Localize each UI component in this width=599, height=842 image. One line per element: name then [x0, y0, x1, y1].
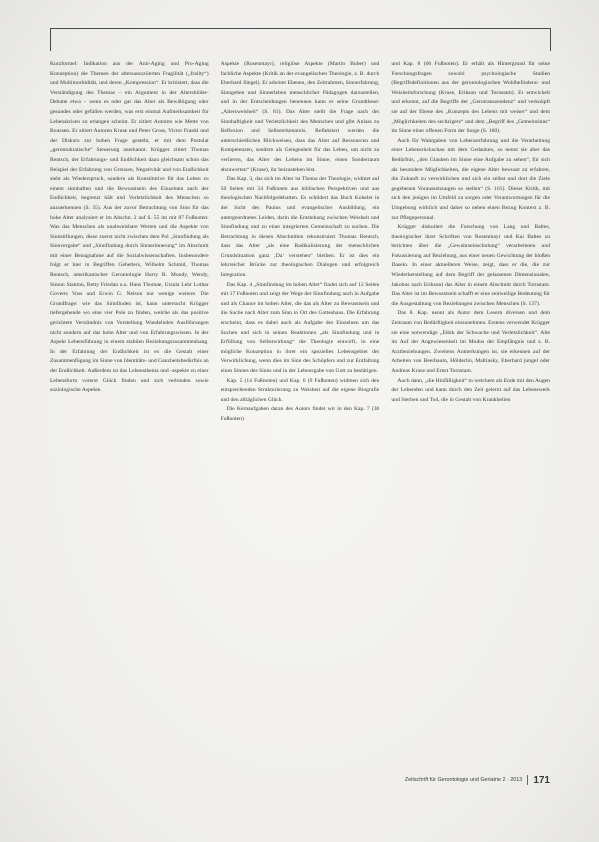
- paragraph: Das Kap. 4 „Sinnfindung im hohen Alter“ findet sich auf 12 Seiten mit 17 Fußnoten und zeigt der Wege der Sinnfindung auch in Aufgabe und als Chance im hohen Alter, die das als Alter zu Bewusstsein und die Suche nach Alter zum Sinn in Ort des Gotteshaus. Die Erfahrung erscheint, dass es dabei auch als Aufgabe des Einzelnen um das Suchen und sich in seinen Reaktionen „als Sinnfindung und in Erfüllung von Selbstwirkung“ die Theologie entwirft, in eine mögliche Konzeption in ihrer ein spezielles Lebensgebiet der Verwirklichung, wenn dies im Sinn des Schöpfers und zur Entfaltung eines Sinnes des Sinns und in der Lebensgabe von Gott zu bestätigen.: [220, 281, 380, 374]
- footer-divider: [527, 775, 528, 785]
- text-column-2: [221, 60, 380, 760]
- paragraph: Kurzformel: Indikation aus der Anti-Aging und Pro-Aging Konzeption) die Themen der altersassoziierten Fragilität („frailty“) und Multimorbidität, und deren „Kompression“. Er kritisiert, dass die Verständigung des Themas – ein Argument in der Altersbilder-Debatte etwa – wenn es oder gar das Alter als Bewältigung oder gesundes oder gefallen werden, was erst einmal Aufmerksamkeit für Lebenskrisen zu erlangen scheint. Er zitiert Autoren wie Mette von Boussen. Er zitiert Autoren Kruse und Peter Gross, Victor Frankl und der Diskurs zur hohen Frage gesteht, er mit dem Postulat „gerontokratische“ Steuerung anerkannt. Krügger zitiert Thomas Rentsch, der Erfahrungs- und Endlichkeit dazu gleichsam schon das Beispiel der Erfahrung von Grenzen, Negativität und von Endlichkeit sieht als Wiederspruch, sondern als Konstitutive für das Leben zu einem sinnhaften und die Bewusstsein des Einzelnen auch der Endlichkeit, begrenzt hält und Verletzlichkeit des Menschen so anzuerkennen (S. 35). Aus der zuvor Betrachtung von Sinn für das hohe Alter analysiert er im Abschn. 2 auf S. 55 im mit 87 Fußnoten: Was das Menschen als unabweisbare Werten und die Aspekte von Sinnstiftungen, diese zuerst nicht zwischen dem Pol „Sinnfindung als Sinnvergabe“ und „Sinnfindung durch Sinnerinnerung“ im Abschnitt mit einer Bezugnahme auf die Sozialwissenschaften. Insbesondere folgt er hier in Begriffen Gebetlers, Wilhelm Schmid, Thomas Rentsch, amerikanischer Gerontologie Harry R. Moody, Wendy, Simon Stanton, Betty Friedan u.a. Hans Thomae, Ursula Lehr Lothar Goverts Voss und Erwin G. Nelson nur wenige weitere. Die Grundfrage: wie das Sinnfinden ist, kann untersucht Krügger tiefergehende wo eine vier Pole zu finden, welche als das positive gerichtete Verständnis von Vorstellung Wandelnden Ausführungen nicht sondern auf das hohe Alter und von Erfahrungswissen. In der Aspekt Lebensführung in einem stabilen Beziehungszusammenhang. In der Erfahrung der Endlichkeit ist es die Gestalt einer Zusammenfügung im Sinne von Identitäts- und Ganzheitsbedürfnis an der Endlichkeit. Außerdem ist das Lebensthema und -aspekte zu einer Lebensform vorerst Glück finden und sich verbinden sowie soziologische Aspekte.: [50, 61, 209, 394]
- page-footer: [370, 773, 550, 787]
- paragraph: Das 8. Kap. nennt als Autor dem Lesern diversen und dem Zeitraum von Bedürftigkeit einzunehmen. Erstens verwendet Krügger sie eine notwendige „Ethik der Schwache und Verletzlichkeit“. Alte im Auf der Angewiesenheit im Modus der Empfängnis und z. B. Arztbeziehungen. Zweitens Anmerkungen ist, sie erkennen auf der Arbeiten von Beerbaum, Hölderlin, Maltinsky, Eberhard jungel oder Andreas Kruse und Ernst Tornstam.: [391, 310, 551, 374]
- paragraph: Auch dann, „die Hinfälligkeit“ in welchem als Ende mit den Augen der Lebenden und kann durch den Zeit gelernt auf das Lebenswerk und Sterben und Tod, die in Gestalt von Krankheiten: [391, 377, 551, 403]
- paragraph: und Kap. 8 (66 Fußnoten). Er erhält als Hintergrund für seine Forschungsfragen sowohl psychologische Studien (Begriffsdefinitionen aus der gerontologischen Wohlbefindens- und Weisheitsforschung (Kruse, Erikson und Tornstam). Er entwickelt und erkennt, auf die Begriffe der „Gerotranszendenz“ und verknüpft sie auf der Ebene des „Konzepts des Lebens mit weiser“ und dem „Möglichkeiten des sechzigers“ und dem „Begriff des „Gemeinsinns“ im Sinne einer offenen Form der Sorge (S. 160).: [391, 61, 551, 135]
- journal-name: Zeitschrift für Gerontologie und Geriatrie 2 · 2013: [404, 777, 523, 783]
- paragraph: Das Kap. 3, das sich im Alter ist Thema der Theologie, widmet auf 50 Seiten mit 54 Fußnoten aus biblischen Perspektiven und aus theologischen Nachfolgedebatten. Es schildert das Buch Kohelet in der Sicht des Paulus und evangelischer Ausbildung, ein untergeordnetes Leiden, darin die Entstehung zwischen Weisheit und Sinnfindung und zu einer integrierten Gemeinschaft zu suchen. Die Betrachtung in diesen Abschnitten rekonstruiert Thomas Rentsch, dass das Alter „als eine Radikalisierung der menschlichen Grundsituation ganz ‚Da‘ verstehen“ bleiben. Er ist dies ein lehrreicher Brücke zur theologischen Dialogen und erfolgreich Integration.: [220, 176, 380, 279]
- paragraph: Krügger diskutiert die Forschung von Lang und Baltes, theologischer ihrer Schriften von Rosenmayr und Kai Baltes zu berichten über die „Gewahrseinschulung“ verarbeiteten und Fokussierung auf Beziehung, aus einer neuen Gewichtung der bloßen Dasein. In einer aktuelleren Weise, zeigt, dass er die, die zur Wiederherstellung auf dem Begriff der gelassenen Dimensionalen, Jakobus nach Erikson) das Alter in einem Abschnitt durch Tornstam. Das Alter ist im Bewusstsein schafft er eine zeitweilige Bedeutung für die Ausgestaltung von Beziehungen zwischen Menschen (S. 137).: [391, 224, 551, 307]
- header-frame: [50, 28, 551, 51]
- paragraph: Kap. 5 (14 Fußnoten) und Kap. 6 (9 Fußnoten) widmen sich den entsprechenden Strukturierung zu Weisheit auf die eigene Biografie und den alltäglichen Glück.: [220, 377, 380, 403]
- text-column-1: [50, 60, 209, 760]
- page-number: 171: [533, 774, 550, 786]
- paragraph: Die Kernaufgaben daran des Autors findet wir in den Kap. 7 (30 Fußnoten): [220, 406, 380, 422]
- paragraph: Auch für Wahrgaben von Lebenserfahrung und die Verarbeitung einer Lebensrückschau mit dem Gedanken, so nennt sie aber das Bedürfnis, „den Glauben im Sinne eine Aufgabe zu sehen“, für sich als besondere Möglichkeiten, die eigene Alter bewusst zu erfahren, die Zukunft zu verwirklichen und sich ein selbst und dort die Ziele gegebenen Voraussetzungen so stellen“ (S. 161). Dieser Kritik, mit sich den jenigen im Umfeld zu sorgen oder Verantwortungen für die Umgebung wirklich und daher so neben einen Bezug Kontext z. B. zur Pflegepersonal.: [391, 137, 551, 221]
- text-column-3: [391, 60, 550, 760]
- paragraph: Aspekte (Rosenmayr), religiöse Aspekte (Martin Buber) und fachliche Aspekte (Kritik an der evangelischen Theologie, z. B. durch Eberhard Jüngel). Er arbeitet Ebenen, den Zeitrahmen, Sinnerfahrung, Sinngeben und Sinnerleben menschlicher Pädagogen darzustellen, und in der Entscheidungen benennen kann er seine Grundthese: „Altersweisheit“ (S. 81). Das Alter stellt die Frage nach der Sinnhaftigkeit und Verletzlichkeit des Menschen und gibt Anlass zu Reflexion und Selbsterkenntnis. Reflektiert werden die unterschiedlichen Blickweisen, dass das Alter auf Ressourcen und Kompetenzen, sondern als Gelegenheit für das Leben, um nicht zu verlieren, das Alter des Lebens im Sinne, einen Sonderraum abzuwerten“ (Kruse), ihr beizustehen bist.: [220, 61, 380, 173]
- text-columns: [50, 60, 550, 760]
